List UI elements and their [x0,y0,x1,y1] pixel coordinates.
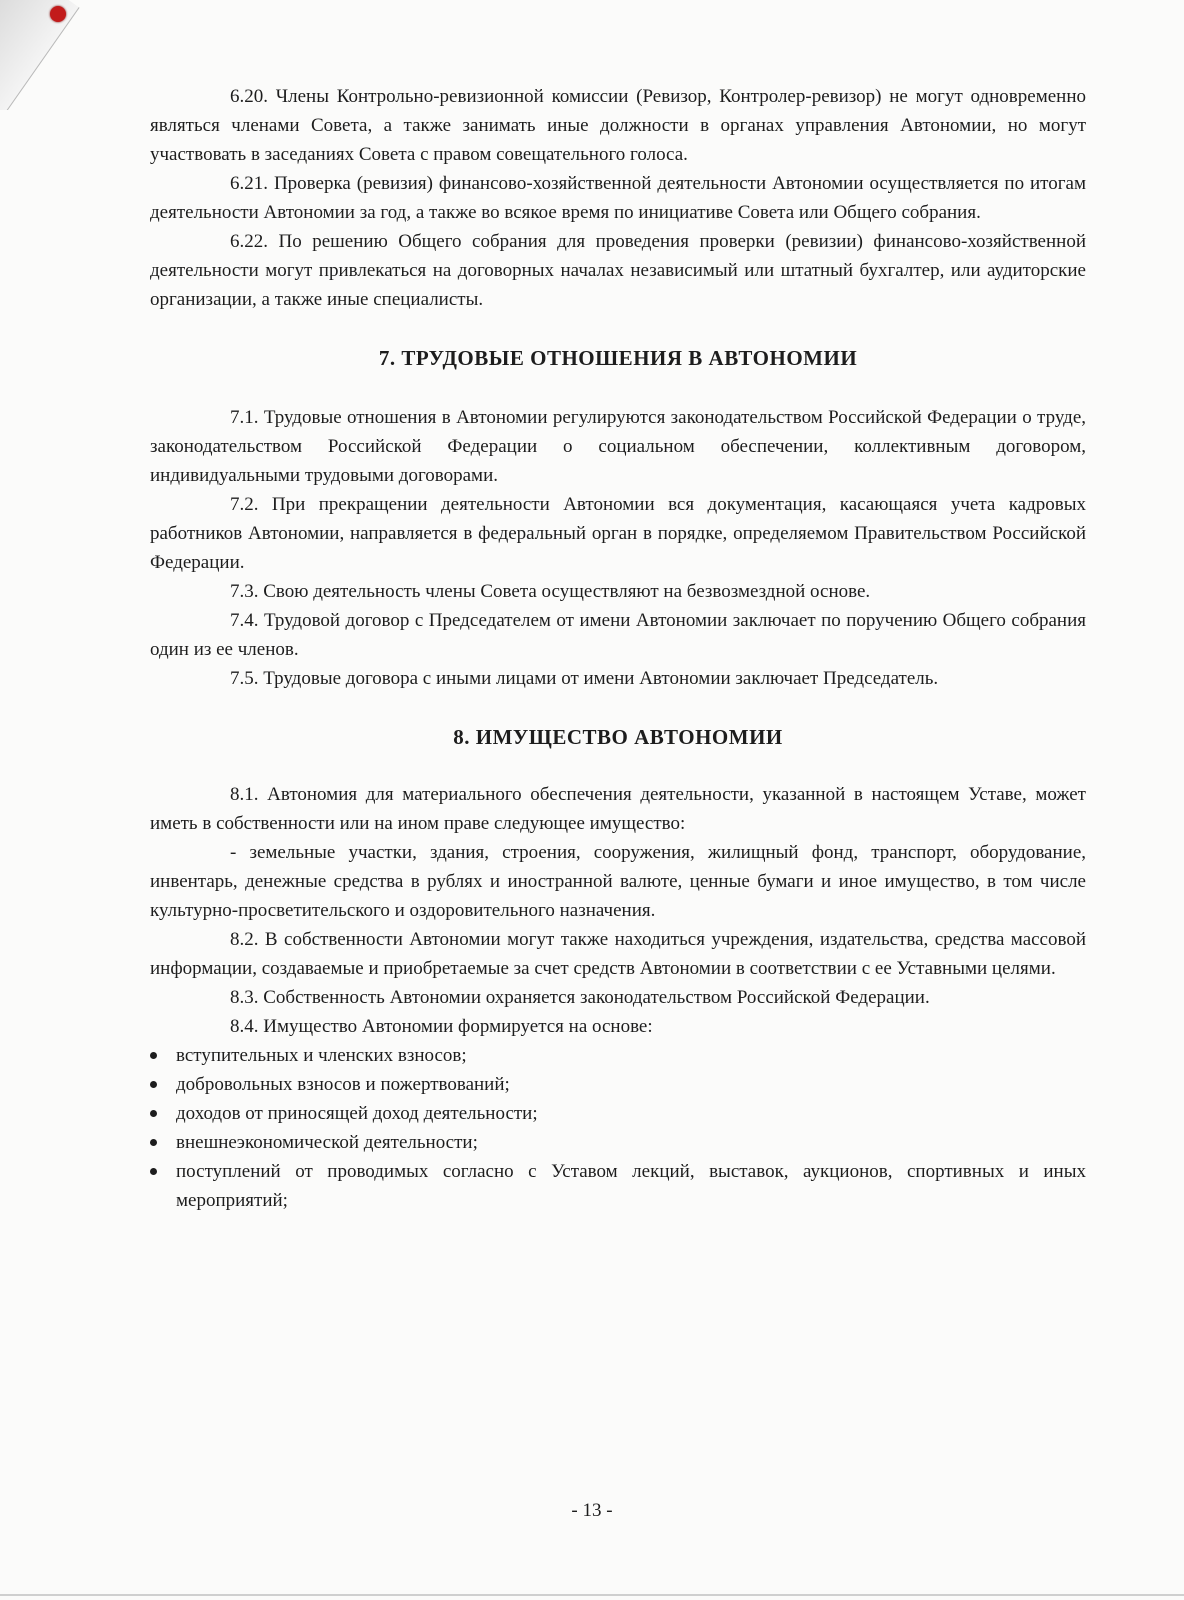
bullet-icon [150,1168,157,1175]
bullet-icon [150,1081,157,1088]
paragraph-6-21: 6.21. Проверка (ревизия) финансово-хозяйственной деятельности Автономии осуществляется по итогам деятельности Автономии за год, а также во всякое время по инициативе Совета или Общего собрания. [150,173,1086,223]
paragraph-7-1: 7.1. Трудовые отношения в Автономии регулируются законодательством Российской Федерации о труде, законодательством Российской Федерации о социальном обеспечении, коллективным договором, индивидуальными трудовыми договорами. [150,407,1086,486]
bullet-icon [150,1110,157,1117]
paragraph-8-3: 8.3. Собственность Автономии охраняется законодательством Российской Федерации. [230,987,930,1008]
paragraph-8-4: 8.4. Имущество Автономии формируется на основе: [230,1016,653,1037]
section-8-heading: 8. ИМУЩЕСТВО АВТОНОМИИ [453,725,783,749]
section-7-heading: 7. ТРУДОВЫЕ ОТНОШЕНИЯ В АВТОНОМИИ [378,346,858,370]
paragraph-8-1-item: - земельные участки, здания, строения, сооружения, жилищный фонд, транспорт, оборудование, инвентарь, денежные средства в рублях и иностранной валюте, ценные бумаги и иное имущество, в том числе культурно-просветительского и оздоровительного назначения. [150,842,1086,921]
list-item-text: поступлений от проводимых согласно с Уставом лекций, выставок, аукционов, спортивных и иных мероприятий; [176,1161,1086,1211]
paragraph-6-20: 6.20. Члены Контрольно-ревизионной комиссии (Ревизор, Контролер-ревизор) не могут одновременно являться членами Совета, а также занимать иные должности в органах управления Автономии, но могут участвовать в заседаниях Совета с правом совещательного голоса. [150,86,1086,165]
folded-corner [0,0,90,110]
bullet-icon [150,1052,157,1059]
list-item [150,1041,1086,1070]
list-item-text: доходов от приносящей доход деятельности; [176,1103,538,1124]
property-sources-list [150,1041,1086,1215]
paragraph-6-22: 6.22. По решению Общего собрания для проведения проверки (ревизии) финансово-хозяйственной деятельности могут привлекаться на договорных началах независимый или штатный бухгалтер, или аудиторские организации, а также иные специалисты. [150,231,1086,310]
list-item [150,1070,1086,1099]
document-body [150,82,1086,1215]
paragraph-7-3: 7.3. Свою деятельность члены Совета осуществляют на безвозмездной основе. [230,581,871,602]
page-number: - 13 - [571,1500,613,1521]
page-fold [0,0,80,110]
list-item-text: вступительных и членских взносов; [176,1045,467,1066]
list-item-text: внешнеэкономической деятельности; [176,1132,478,1153]
list-item-text: добровольных взносов и пожертвований; [176,1074,510,1095]
paragraph-8-2: 8.2. В собственности Автономии могут также находиться учреждения, издательства, средства массовой информации, создаваемые и приобретаемые за счет средств Автономии в соответствии с ее Уставными целями. [150,929,1086,979]
list-item [150,1099,1086,1128]
paragraph-7-2: 7.2. При прекращении деятельности Автономии вся документация, касающаяся учета кадровых работников Автономии, направляется в федеральный орган в порядке, определяемом Правительством Российской Федерации. [150,494,1086,573]
list-item [150,1128,1086,1157]
red-pin-icon [50,6,66,22]
paragraph-7-5: 7.5. Трудовые договора с иными лицами от имени Автономии заключает Председатель. [230,668,939,689]
bottom-edge-line [0,1594,1184,1596]
paragraph-7-4: 7.4. Трудовой договор с Председателем от имени Автономии заключает по поручению Общего собрания один из ее членов. [150,610,1086,660]
paragraph-8-1: 8.1. Автономия для материального обеспечения деятельности, указанной в настоящем Уставе, может иметь в собственности или на ином праве следующее имущество: [150,784,1086,834]
bullet-icon [150,1139,157,1146]
list-item [150,1157,1086,1215]
